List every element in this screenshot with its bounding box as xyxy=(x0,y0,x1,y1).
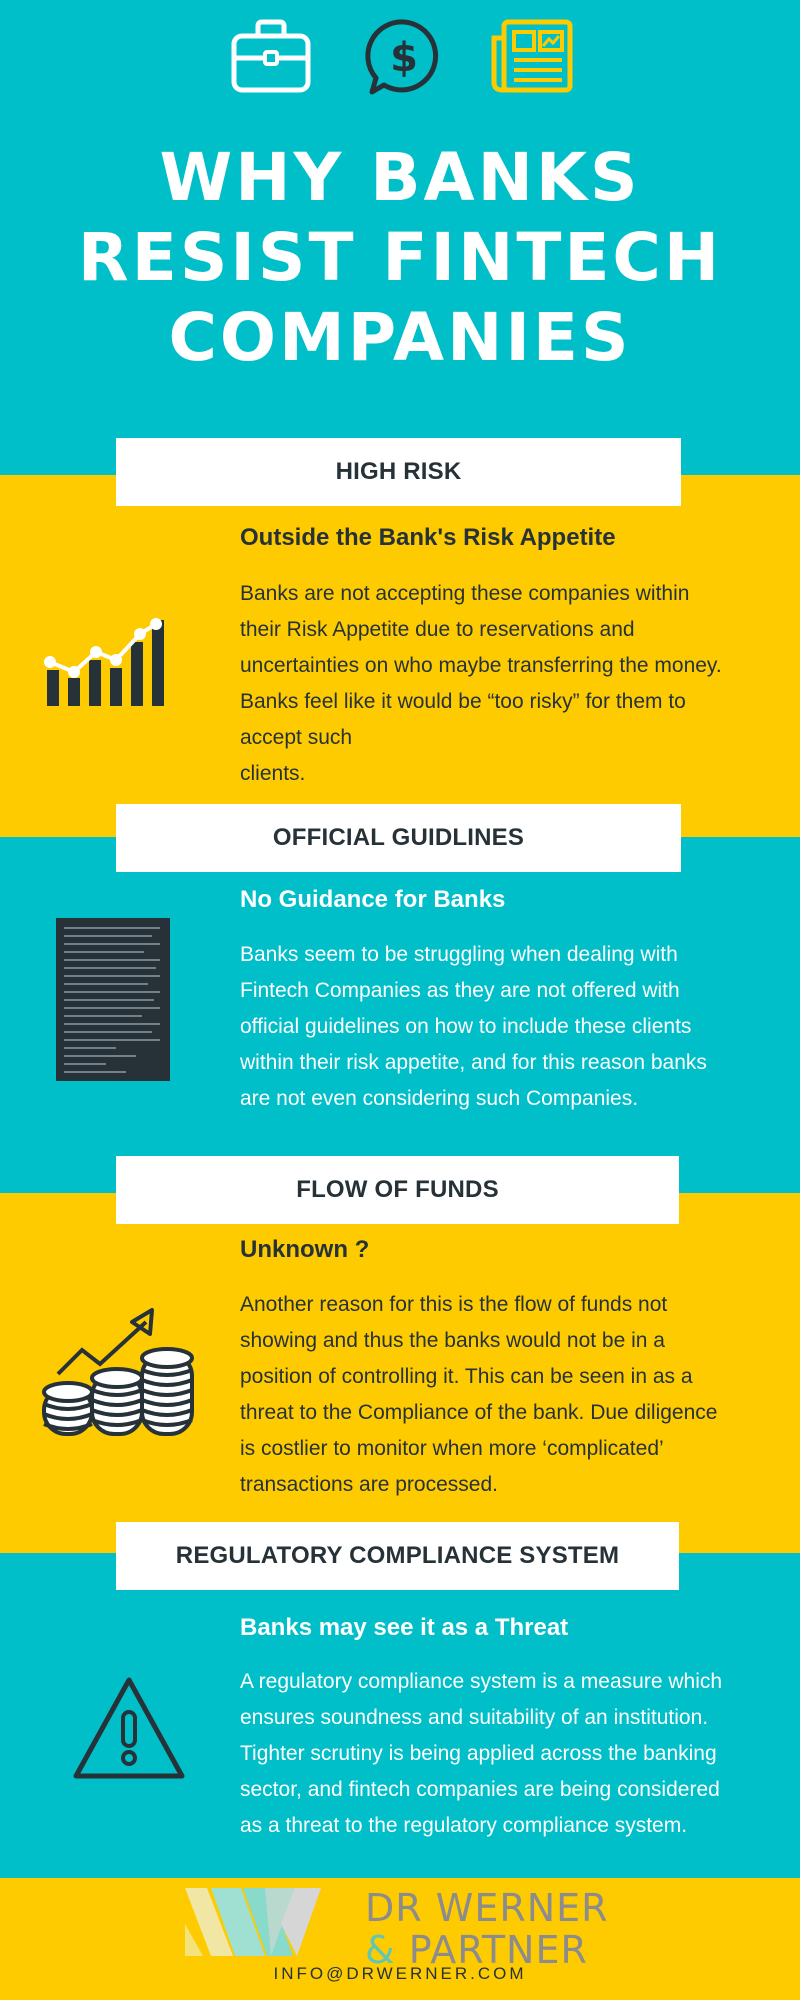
body-line: Banks seem to be struggling when dealing with xyxy=(240,943,678,966)
title-line: RESIST FINTECH xyxy=(77,219,723,296)
body-line: transactions are processed. xyxy=(240,1473,498,1496)
logo-ampersand: & xyxy=(365,1928,396,1972)
coin-stacks-growth-icon xyxy=(40,1306,196,1440)
section-subheading: Unknown ? xyxy=(240,1236,370,1263)
header-icons xyxy=(0,18,800,98)
body-line: within their risk appetite, and for this reason banks xyxy=(240,1051,707,1074)
section-body xyxy=(240,576,785,792)
body-line: sector, and fintech companies are being considered xyxy=(240,1778,720,1801)
body-line: accept such xyxy=(240,726,353,749)
contact-email[interactable]: INFO@DRWERNER.COM xyxy=(273,1964,527,1983)
section-body xyxy=(240,1287,785,1503)
body-line: their Risk Appetite due to reservations and xyxy=(240,618,635,641)
page-title xyxy=(0,138,800,378)
logo-partner: PARTNER xyxy=(395,1928,588,1972)
section-heading-official-guidelines: OFFICIAL GUIDLINES xyxy=(116,804,681,872)
briefcase-icon xyxy=(230,18,312,96)
logo-text-line1: DR WERNER xyxy=(365,1886,609,1930)
body-line: Banks feel like it would be “too risky” for them to xyxy=(240,690,686,713)
section-subheading: No Guidance for Banks xyxy=(240,886,506,913)
svg-text:$: $ xyxy=(390,35,418,81)
body-line: are not even considering such Companies. xyxy=(240,1087,639,1110)
body-line: Banks are not accepting these companies within xyxy=(240,582,690,605)
warning-triangle-icon xyxy=(70,1674,188,1782)
document-lines-icon xyxy=(56,918,170,1081)
body-line: uncertainties on who maybe transferring the money. xyxy=(240,654,722,677)
section-heading-flow-of-funds: FLOW OF FUNDS xyxy=(116,1156,679,1224)
section-body xyxy=(240,1664,785,1844)
company-logo xyxy=(185,1888,355,1958)
body-line: Another reason for this is the flow of funds not xyxy=(240,1293,668,1316)
body-line: is costlier to monitor when more ‘complicated’ xyxy=(240,1437,664,1460)
body-line: Fintech Companies as they are not offered with xyxy=(240,979,680,1002)
body-line: showing and thus the banks would not be in a xyxy=(240,1329,665,1352)
body-line: position of controlling it. This can be seen in as a xyxy=(240,1365,693,1388)
section-heading-regulatory-compliance: REGULATORY COMPLIANCE SYSTEM xyxy=(116,1522,679,1590)
body-line: clients. xyxy=(240,762,306,785)
section-body xyxy=(240,937,785,1117)
newspaper-icon xyxy=(490,18,574,94)
section-subheading: Banks may see it as a Threat xyxy=(240,1614,569,1641)
dollar-speech-bubble-icon xyxy=(364,18,444,98)
section-subheading: Outside the Bank's Risk Appetite xyxy=(240,524,616,551)
title-line: WHY BANKS xyxy=(159,139,641,216)
section-heading-high-risk: HIGH RISK xyxy=(116,438,681,506)
body-line: Tighter scrutiny is being applied across the banking xyxy=(240,1742,717,1765)
title-line: COMPANIES xyxy=(168,299,632,376)
body-line: official guidelines on how to include these clients xyxy=(240,1015,692,1038)
body-line: as a threat to the regulatory compliance system. xyxy=(240,1814,688,1837)
body-line: A regulatory compliance system is a measure which xyxy=(240,1670,723,1693)
bar-chart-trend-icon xyxy=(36,612,172,708)
body-line: threat to the Compliance of the bank. Due diligence xyxy=(240,1401,718,1424)
body-line: ensures soundness and suitability of an institution. xyxy=(240,1706,709,1729)
